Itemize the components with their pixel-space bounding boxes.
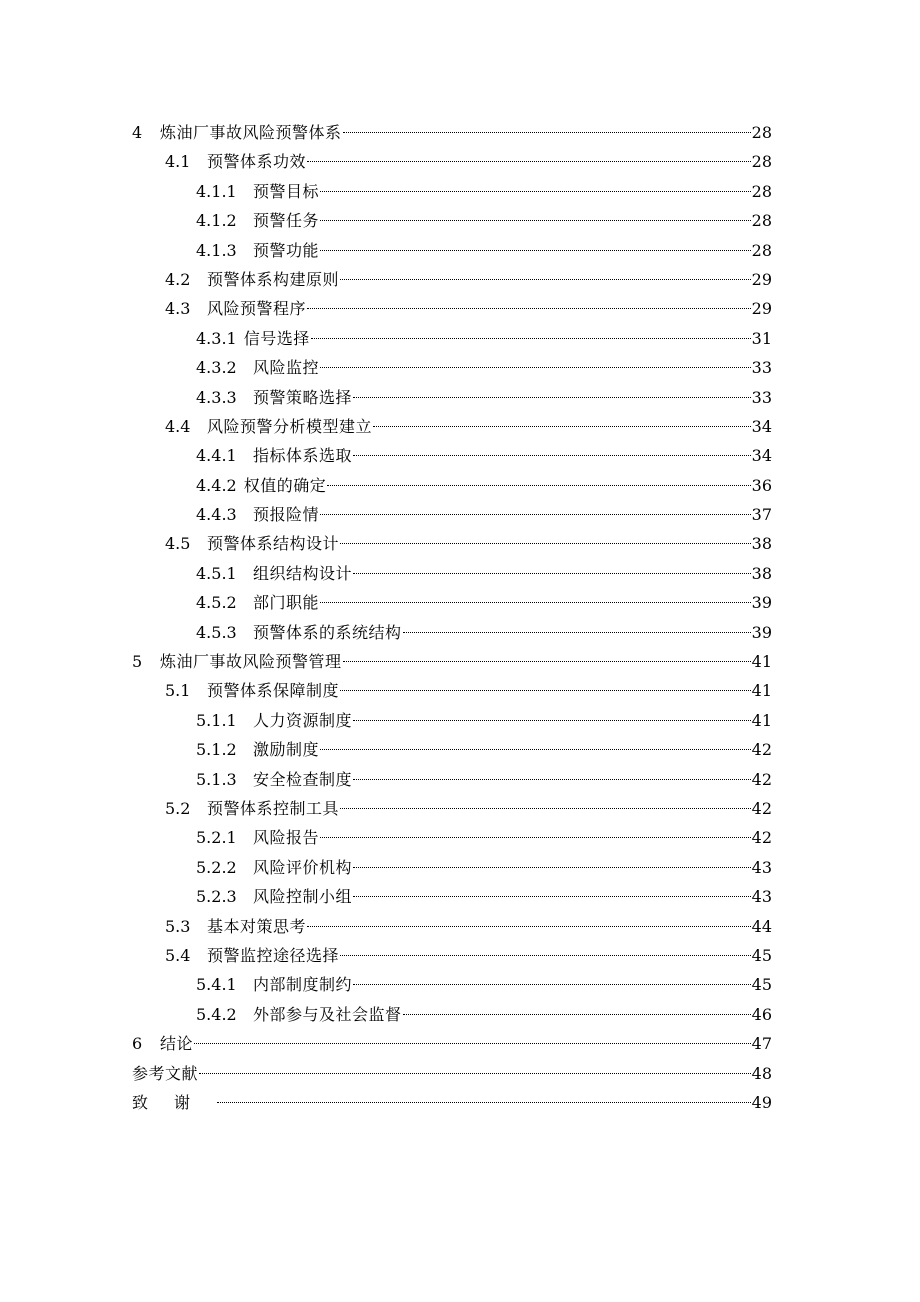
toc-entry-title: 风险预警程序 — [207, 299, 307, 319]
toc-entry-number: 5.1.2 — [196, 740, 237, 760]
toc-entry-line — [196, 204, 772, 231]
toc-dot-leader — [353, 704, 751, 726]
toc-entry[interactable] — [0, 906, 920, 935]
toc-entry-number: 5.1.1 — [196, 710, 237, 730]
toc-entry-number: 5.2 — [165, 798, 191, 818]
toc-entry-page: 33 — [751, 387, 772, 407]
toc-entry-line — [196, 998, 772, 1024]
toc-entry-page: 28 — [751, 211, 772, 231]
toc-entry-page: 44 — [751, 916, 772, 936]
toc-dot-leader — [353, 851, 751, 873]
toc-entry-line — [196, 322, 772, 348]
toc-entry-line — [196, 763, 772, 789]
toc-entry-page: 41 — [751, 710, 772, 730]
toc-entry-page: 39 — [751, 593, 772, 613]
toc-entry-page: 41 — [751, 681, 772, 701]
toc-entry-page: 43 — [751, 857, 772, 877]
toc-entry-title: 致谢 — [132, 1092, 217, 1112]
toc-entry-line — [132, 116, 772, 142]
toc-entry-number: 4.3.1 — [196, 328, 237, 348]
toc-dot-leader — [320, 733, 751, 755]
toc-entry-title: 风险控制小组 — [253, 887, 353, 907]
toc-entry-line — [165, 263, 772, 289]
toc-entry[interactable] — [0, 847, 920, 876]
toc-entry-page: 31 — [751, 328, 772, 348]
toc-entry-page: 47 — [751, 1034, 772, 1054]
toc-entry-page: 42 — [751, 798, 772, 818]
toc-entry-number: 4.5.3 — [196, 622, 237, 642]
toc-entry-title: 预报险情 — [253, 505, 320, 525]
toc-dot-leader — [340, 939, 751, 961]
toc-dot-leader — [340, 527, 751, 549]
toc-entry-title: 炼油厂事故风险预警管理 — [160, 652, 342, 672]
toc-entry-number: 5.4.1 — [196, 975, 237, 995]
toc-dot-leader — [340, 263, 751, 285]
toc-entry[interactable] — [0, 347, 920, 376]
toc-entry[interactable] — [0, 876, 920, 905]
toc-entry-title: 安全检查制度 — [253, 769, 353, 789]
toc-entry-page: 38 — [751, 563, 772, 583]
toc-entry-number: 5.2.3 — [196, 887, 237, 907]
toc-entry-page: 42 — [751, 769, 772, 789]
toc-entry-line — [165, 939, 772, 965]
toc-entry-number: 6 — [132, 1034, 143, 1054]
toc-entry-line — [132, 1057, 772, 1083]
toc-entry-number: 4.3.3 — [196, 387, 237, 407]
toc-entry-line — [165, 145, 772, 172]
toc-entry[interactable] — [0, 994, 920, 1023]
toc-entry[interactable] — [0, 465, 920, 494]
toc-entry-line — [196, 821, 772, 848]
toc-entry-number: 4.5.2 — [196, 593, 237, 613]
toc-entry-line — [165, 410, 772, 436]
toc-dot-leader — [320, 821, 751, 843]
toc-entry[interactable] — [0, 523, 920, 552]
toc-entry[interactable] — [0, 435, 920, 464]
toc-entry-line — [196, 498, 772, 525]
toc-entry-number: 4.4.1 — [196, 446, 237, 466]
toc-entry-title: 预警目标 — [253, 181, 320, 201]
toc-entry[interactable] — [0, 729, 920, 758]
toc-dot-leader — [343, 645, 751, 667]
toc-entry-title: 炼油厂事故风险预警体系 — [160, 123, 342, 142]
toc-entry-line — [196, 880, 772, 907]
toc-dot-leader — [320, 498, 751, 520]
toc-dot-leader — [343, 116, 751, 138]
toc-dot-leader — [320, 234, 751, 256]
toc-entry-title: 激励制度 — [253, 740, 320, 760]
toc-entry-page: 48 — [751, 1063, 772, 1083]
toc-entry-number: 5.1 — [165, 681, 191, 701]
table-of-contents — [0, 112, 920, 1111]
toc-entry-page: 28 — [751, 123, 772, 142]
toc-entry-line — [196, 351, 772, 378]
toc-entry-line — [196, 381, 772, 407]
toc-dot-leader — [194, 1027, 751, 1049]
toc-entry[interactable] — [0, 670, 920, 699]
toc-entry-number: 4 — [132, 123, 143, 142]
toc-entry-number: 4.4.2 — [196, 475, 237, 495]
toc-entry-line — [196, 733, 772, 760]
toc-entry-title: 预警功能 — [253, 240, 320, 260]
toc-dot-leader — [353, 968, 751, 990]
toc-entry[interactable] — [0, 288, 920, 317]
toc-entry[interactable] — [0, 200, 920, 229]
toc-entry-number: 5.2.1 — [196, 828, 237, 848]
toc-entry-line — [132, 1086, 772, 1112]
toc-entry-title: 指标体系选取 — [253, 446, 353, 466]
toc-entry-number: 5.2.2 — [196, 857, 237, 877]
toc-entry-number: 4.3.2 — [196, 358, 237, 378]
toc-entry-title: 基本对策思考 — [207, 916, 307, 936]
toc-entry-page: 28 — [751, 152, 772, 172]
toc-dot-leader — [373, 410, 751, 432]
toc-entry-number: 4.4.3 — [196, 505, 237, 525]
toc-entry-page: 28 — [751, 181, 772, 201]
toc-entry-number: 5 — [132, 652, 143, 672]
toc-entry-number: 4.5 — [165, 534, 191, 554]
toc-entry-page: 33 — [751, 358, 772, 378]
toc-entry-title: 外部参与及社会监督 — [253, 1004, 402, 1024]
toc-dot-leader — [340, 792, 751, 814]
toc-dot-leader — [353, 880, 751, 902]
toc-entry-title: 预警监控途径选择 — [207, 945, 340, 965]
toc-entry-title: 预警体系功效 — [207, 152, 307, 172]
toc-dot-leader — [353, 557, 751, 579]
toc-entry-page: 41 — [751, 652, 772, 672]
toc-entry[interactable] — [0, 788, 920, 817]
toc-entry-title: 内部制度制约 — [253, 975, 353, 995]
toc-entry-title: 预警任务 — [253, 211, 320, 231]
toc-entry-number: 4.5.1 — [196, 563, 237, 583]
toc-entry-number: 4.1.3 — [196, 240, 237, 260]
toc-entry[interactable] — [0, 171, 920, 200]
toc-entry-page: 45 — [751, 945, 772, 965]
toc-entry-page: 37 — [751, 505, 772, 525]
toc-entry-number: 5.1.3 — [196, 769, 237, 789]
toc-entry-number: 4.3 — [165, 299, 191, 319]
toc-entry-number: 4.4 — [165, 416, 191, 436]
toc-dot-leader — [320, 175, 751, 197]
toc-entry[interactable] — [0, 553, 920, 582]
toc-entry-title: 风险监控 — [253, 358, 320, 378]
toc-entry[interactable] — [0, 406, 920, 435]
toc-entry-line — [165, 292, 772, 319]
toc-entry-line — [196, 586, 772, 613]
toc-entry-title: 结论 — [160, 1034, 194, 1054]
toc-entry-title: 权值的确定 — [243, 475, 327, 495]
toc-dot-leader — [320, 586, 751, 608]
toc-entry-page: 29 — [751, 269, 772, 289]
toc-entry[interactable] — [0, 612, 920, 641]
toc-entry-number: 4.2 — [165, 269, 191, 289]
toc-entry-title: 信号选择 — [243, 328, 310, 348]
toc-dot-leader — [217, 1086, 751, 1108]
toc-entry-number: 5.4.2 — [196, 1004, 237, 1024]
toc-entry-line — [165, 674, 772, 701]
toc-entry[interactable] — [0, 318, 920, 347]
toc-entry-title: 预警策略选择 — [253, 387, 353, 407]
toc-entry-title: 预警体系结构设计 — [207, 534, 340, 554]
toc-entry-page: 29 — [751, 299, 772, 319]
toc-entry-line — [132, 1027, 772, 1054]
toc-dot-leader — [403, 616, 751, 638]
toc-entry[interactable] — [0, 259, 920, 288]
toc-entry[interactable] — [0, 582, 920, 611]
toc-entry-line — [196, 234, 772, 260]
toc-entry-number: 4.1.2 — [196, 211, 237, 231]
toc-entry-line — [196, 704, 772, 730]
toc-entry-title: 预警体系构建原则 — [207, 269, 340, 289]
toc-dot-leader — [307, 145, 751, 167]
toc-entry[interactable] — [0, 112, 920, 141]
toc-entry[interactable] — [0, 700, 920, 729]
toc-dot-leader — [327, 469, 750, 491]
toc-entry-line — [196, 175, 772, 201]
toc-entry-line — [165, 910, 772, 936]
toc-entry[interactable] — [0, 1023, 920, 1052]
toc-entry-title: 风险预警分析模型建立 — [207, 416, 373, 436]
toc-dot-leader — [353, 381, 751, 403]
toc-entry-page: 39 — [751, 622, 772, 642]
toc-dot-leader — [320, 204, 751, 226]
toc-entry-title: 预警体系控制工具 — [207, 798, 340, 818]
toc-entry-page: 42 — [751, 740, 772, 760]
toc-entry-title: 参考文献 — [132, 1063, 199, 1083]
toc-entry-page: 43 — [751, 887, 772, 907]
toc-dot-leader — [307, 910, 751, 932]
toc-entry-line — [196, 557, 772, 583]
toc-entry-page: 34 — [751, 416, 772, 436]
toc-entry[interactable] — [0, 1053, 920, 1082]
toc-entry-title: 人力资源制度 — [253, 710, 353, 730]
toc-entry-title: 风险报告 — [253, 828, 320, 848]
toc-entry-page: 36 — [751, 475, 772, 495]
toc-entry[interactable] — [0, 230, 920, 259]
toc-entry-page: 28 — [751, 240, 772, 260]
toc-entry-page: 46 — [751, 1004, 772, 1024]
toc-dot-leader — [311, 322, 751, 344]
toc-entry-line — [196, 469, 772, 495]
toc-entry[interactable] — [0, 494, 920, 523]
toc-entry-line — [165, 792, 772, 818]
toc-entry-number: 5.3 — [165, 916, 191, 936]
toc-entry-title: 预警体系保障制度 — [207, 681, 340, 701]
toc-entry-title: 组织结构设计 — [253, 563, 353, 583]
toc-entry-line — [196, 616, 772, 642]
toc-entry-number: 5.4 — [165, 945, 191, 965]
toc-dot-leader — [320, 351, 751, 373]
toc-entry-page: 45 — [751, 975, 772, 995]
toc-entry-page: 38 — [751, 534, 772, 554]
toc-entry-line — [165, 527, 772, 554]
toc-entry-page: 42 — [751, 828, 772, 848]
toc-entry[interactable] — [0, 964, 920, 993]
toc-entry[interactable] — [0, 141, 920, 170]
toc-entry-number: 4.1.1 — [196, 181, 237, 201]
toc-dot-leader — [307, 292, 751, 314]
toc-entry[interactable] — [0, 1082, 920, 1111]
toc-entry[interactable] — [0, 935, 920, 964]
toc-entry-line — [196, 968, 772, 995]
toc-entry-line — [196, 439, 772, 466]
toc-entry[interactable] — [0, 759, 920, 788]
toc-entry[interactable] — [0, 641, 920, 670]
toc-entry-title: 预警体系的系统结构 — [253, 622, 402, 642]
toc-entry-number: 4.1 — [165, 152, 191, 172]
toc-dot-leader — [353, 763, 751, 785]
toc-entry[interactable] — [0, 817, 920, 846]
toc-dot-leader — [340, 674, 751, 696]
toc-entry-line — [132, 645, 772, 672]
toc-entry-title: 风险评价机构 — [253, 857, 353, 877]
toc-dot-leader — [353, 439, 751, 461]
toc-entry-title: 部门职能 — [253, 593, 320, 613]
toc-entry-page: 49 — [751, 1092, 772, 1112]
toc-dot-leader — [403, 998, 751, 1020]
toc-dot-leader — [199, 1057, 751, 1079]
toc-entry-line — [196, 851, 772, 877]
toc-entry[interactable] — [0, 377, 920, 406]
toc-entry-page: 34 — [751, 446, 772, 466]
